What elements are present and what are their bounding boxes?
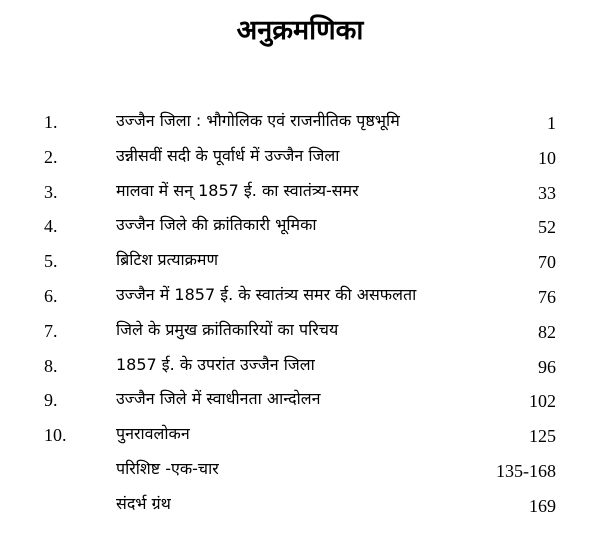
bibliography-title: संदर्भ ग्रंथ <box>116 493 171 513</box>
chapter-title: ब्रिटिश प्रत्याक्रमण <box>116 250 219 270</box>
chapter-title: उज्जैन में 1857 ई. के स्वातंत्र्य समर की असफलता <box>116 284 417 304</box>
toc-row <box>0 454 600 489</box>
chapter-number: 5. <box>44 251 58 272</box>
chapter-title: मालवा में सन् 1857 ई. का स्वातंत्र्य-समर <box>116 180 359 200</box>
page-number: 76 <box>538 286 556 307</box>
chapter-number: 10. <box>44 425 67 446</box>
page-number: 102 <box>529 391 556 412</box>
chapter-number: 4. <box>44 216 58 237</box>
chapter-title: 1857 ई. के उपरांत उज्जैन जिला <box>116 354 315 374</box>
chapter-title: उज्जैन जिले में स्वाधीनता आन्दोलन <box>116 389 321 409</box>
chapter-number: 2. <box>44 146 58 167</box>
page-title: अनुक्रमणिका <box>236 15 364 46</box>
toc-row <box>0 176 600 211</box>
toc-row <box>0 210 600 245</box>
page-number: 96 <box>538 356 556 377</box>
toc-list <box>0 106 600 524</box>
toc-row <box>0 489 600 524</box>
chapter-title: पुनरावलोकन <box>116 424 190 444</box>
chapter-number: 1. <box>44 112 58 132</box>
page-number: 70 <box>538 252 556 273</box>
chapter-number: 6. <box>44 285 58 306</box>
toc-row <box>0 141 600 176</box>
chapter-title: उज्जैन जिले की क्रांतिकारी भूमिका <box>116 215 317 235</box>
page-number: 169 <box>529 495 556 516</box>
toc-row <box>0 419 600 454</box>
toc-row <box>0 245 600 280</box>
page-number: 10 <box>538 147 556 168</box>
page-number: 135-168 <box>496 460 556 481</box>
toc-row <box>0 280 600 315</box>
toc-row <box>0 315 600 350</box>
chapter-number: 3. <box>44 181 58 202</box>
chapter-number: 8. <box>44 355 58 376</box>
page-number: 125 <box>529 426 556 447</box>
page-number: 52 <box>538 217 556 238</box>
page-number: 33 <box>538 182 556 203</box>
page-number: 1 <box>547 113 556 133</box>
toc-row <box>0 350 600 385</box>
chapter-title: उन्नीसवीं सदी के पूर्वार्ध में उज्जैन जिला <box>116 145 340 165</box>
toc-row <box>0 384 600 419</box>
chapter-title: उज्जैन जिला : भौगोलिक एवं राजनीतिक पृष्ठभूमि <box>116 111 400 130</box>
chapter-number: 7. <box>44 320 58 341</box>
toc-row <box>0 106 600 141</box>
page-number: 82 <box>538 321 556 342</box>
appendix-title: परिशिष्ट -एक-चार <box>116 458 219 478</box>
chapter-title: जिले के प्रमुख क्रांतिकारियों का परिचय <box>116 319 339 339</box>
chapter-number: 9. <box>44 390 58 411</box>
